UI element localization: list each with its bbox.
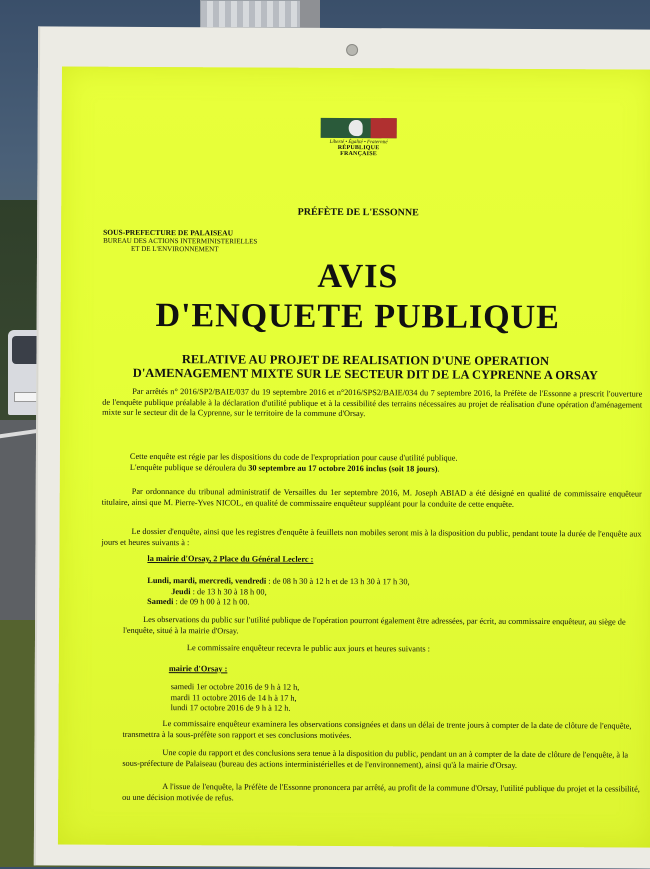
subtitle-line1: RELATIVE AU PROJET DE REALISATION D'UNE OPERATION — [181, 352, 550, 369]
permanence-item: mardi 11 octobre 2016 de 14 h à 17 h, — [170, 692, 297, 703]
paragraph-permanences: Le commissaire enquêteur recevra le public aux jours et heures suivants : — [186, 643, 431, 654]
regime-line: Cette enquête est régie par les dispositions du code de l'expropriation pour cause d'utilité publique. — [129, 451, 458, 463]
title-enquete: D'ENQUETE PUBLIQUE — [155, 297, 560, 337]
prefete-heading: PRÉFÈTE DE L'ESSONNE — [297, 206, 419, 219]
sous-prefecture-block — [103, 229, 283, 254]
paragraph-commissaire: Par ordonnance du tribunal administratif de Versailles du 1er septembre 2016, M. Joseph ABIAD a été désigné en qualité de commissaire enquêteur titulaire, ainsi que M. Pierre-Yves NICOL, en qualité de commissaire enquêteur suppléant pour la conduite de cette enquête. — [101, 486, 642, 509]
permanence-item: samedi 1er octobre 2016 de 9 h à 12 h, — [170, 682, 300, 692]
hours-days: Lundi, mardi, mercredi, vendredi — [147, 575, 267, 586]
dates-prefix: L'enquête publique se déroulera du — [129, 462, 249, 472]
logo-republic: RÉPUBLIQUE FRANÇAISE — [337, 144, 380, 158]
logo-motto: Liberté • Égalité • Fraternité — [329, 139, 388, 146]
paragraph-arretes: Par arrêtés n° 2016/SP2/BAIE/037 du 19 septembre 2016 et n°2016/SPS2/BAIE/034 du 7 septembre 2016, la Préfète de l'Essonne a prescrit l'ouverture de l'enquête publique préalable à la déclaration d'utilité publique et à la cessibilité des terrains nécessaires au projet de réalisation d'une opération d'aménagement mixte sur le secteur dit de la Cyprenne, sur le territoire de la commune d'Orsay. — [102, 386, 643, 419]
sign-post — [300, 0, 320, 30]
paragraph-dossier: Le dossier d'enquête, ainsi que les registres d'enquête à feuillets non mobiles seront mis à la disposition du public, pendant toute la durée de l'enquête aux jours et heures suivants à : — [101, 526, 642, 547]
subtitle — [100, 352, 630, 383]
paragraph-observations: Les observations du public sur l'utilité publique de l'opération pourront également être adressées, par écrit, au commissaire enquêteur, au siège de l'enquête, situé à la mairie d'Orsay. — [123, 614, 626, 635]
hours-days: Jeudi — [171, 586, 191, 596]
hours-times: : de 13 h 30 à 18 h 00, — [190, 586, 267, 597]
paragraph-issue: A l'issue de l'enquête, la Préfète de l'Essonne prononcera par arrêté, au profit de la commune d'Orsay, l'utilité publique du projet et la cessibilité, ou une décision motivée de refus. — [122, 782, 640, 802]
dates-line — [130, 462, 630, 475]
hours-days: Samedi — [147, 596, 174, 607]
sign-panel-top — [200, 0, 302, 28]
subtitle-line2: D'AMENAGEMENT MIXTE SUR LE SECTEUR DIT DE LA CYPRENNE A ORSAY — [132, 365, 598, 383]
title-avis: AVIS — [317, 257, 399, 296]
marianne-emblem-icon — [321, 118, 397, 138]
opening-hours — [147, 576, 607, 610]
dates-bold: 30 septembre au 17 octobre 2016 inclus (soit 18 jours) — [248, 462, 438, 473]
public-notice-poster — [58, 67, 650, 848]
bureau-line1: BUREAU DES ACTIONS INTERMINISTERIELLES — [103, 236, 258, 246]
hours-times: : de 08 h 30 à 12 h et de 13 h 30 à 17 h 30, — [266, 576, 410, 587]
mairie-address: la mairie d'Orsay, 2 Place du Général Leclerc : — [147, 553, 314, 564]
bureau-line2: ET DE L'ENVIRONNEMENT — [131, 244, 219, 254]
permanences-list — [171, 682, 471, 715]
permanences-location: mairie d'Orsay : — [168, 664, 228, 674]
marianne-logo — [319, 118, 397, 164]
paragraph-copie: Une copie du rapport et des conclusions sera tenue à la disposition du public, pendant un an à compter de la date de clôture de l'enquête, à la sous-préfecture de Palaiseau (bureau des actions interministérielles et de l'environnement), ainsi qu'à la mairie d'Orsay. — [122, 748, 629, 770]
permanence-item: lundi 17 octobre 2016 de 9 h à 12 h. — [170, 703, 291, 713]
paragraph-rapport: Le commissaire enquêteur examinera les observations consignées et dans un délai de trente jours à compter de la date de clôture de l'enquête, transmettra à la sous-préfète son rapport et ses conclusions motivées. — [122, 719, 632, 740]
notice-board — [34, 26, 650, 868]
screw — [346, 44, 358, 56]
paragraph-regime — [130, 452, 630, 476]
hours-row — [147, 597, 607, 610]
dates-suffix: . — [437, 463, 440, 473]
sous-prefecture-name: SOUS-PREFECTURE DE PALAISEAU — [103, 227, 234, 238]
hours-times: : de 09 h 00 à 12 h 00. — [173, 597, 250, 607]
